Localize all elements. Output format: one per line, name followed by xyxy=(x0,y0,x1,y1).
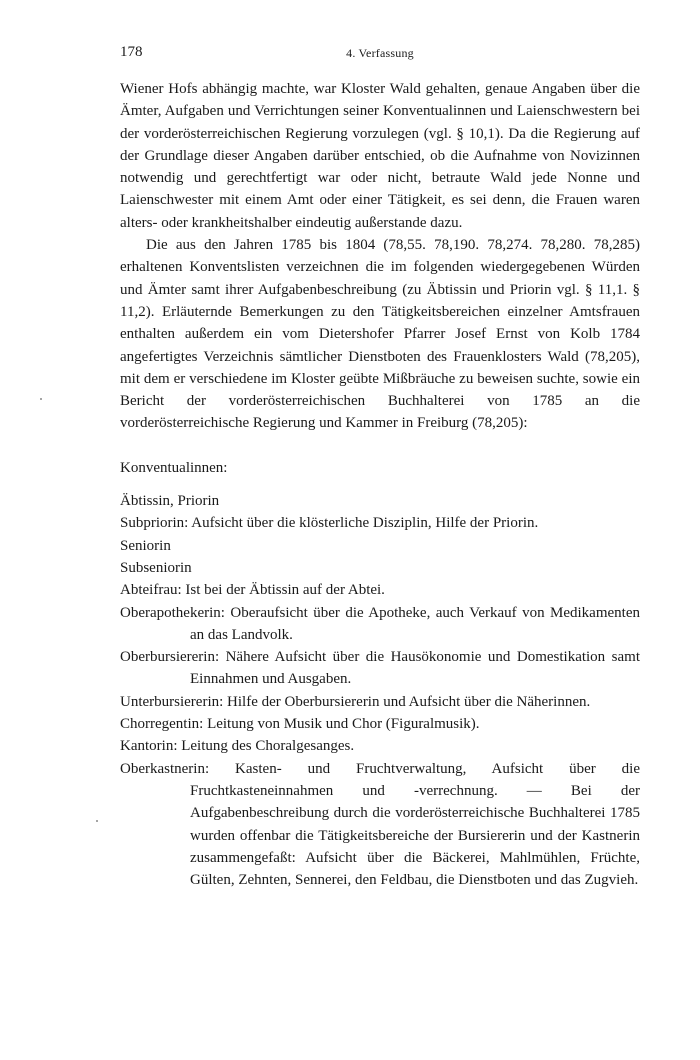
list-item-subseniorin: Subseniorin xyxy=(120,559,192,576)
list-item-chorregentin: Chorregentin: Leitung von Musik und Chor (Figuralmusik). xyxy=(120,716,480,733)
list-item-seniorin: Seniorin xyxy=(120,537,171,554)
page-number: 178 xyxy=(120,44,143,60)
paragraph-2: Die aus den Jahren 1785 bis 1804 (78,55. 78,190. 78,274. 78,280. 78,285) erhaltenen Konventslisten verzeichnen die im folgenden wiedergegebenen Würden und Ämter samt ihrer Aufgabenbeschreibung (zu Äbtissin und Priorin vgl. § 11,1. § 11,2). Erläuternde Bemerkungen zu den Tätigkeitsbereichen einzelner Amtsfrauen enthalten außerdem ein vom Dietershofer Pfarrer Josef Ernst von Kolb 1784 angefertigtes Verzeichnis sämtlicher Dienstboten des Frauenklosters Wald (78,205), mit dem er verschiedene im Kloster geübte Mißbräuche zu beweisen suchte, sowie ein Bericht der vorderösterreichischen Buchhalterei von 1785 an die vorderösterreichische Regierung und Kammer in Freiburg (78,205): xyxy=(120,237,640,432)
office-list xyxy=(120,490,640,891)
list-item-abtissin: Äbtissin, Priorin xyxy=(120,493,220,510)
list-item-subpriorin: Subpriorin: Aufsicht über die klösterliche Disziplin, Hilfe der Priorin. xyxy=(120,515,539,532)
book-page xyxy=(120,44,640,891)
list-item-unterbursiererin: Unterbursiererin: Hilfe der Oberbursiererin und Aufsicht über die Näherinnen. xyxy=(120,693,591,710)
section-title: 4. Verfassung xyxy=(346,46,414,60)
margin-speck xyxy=(96,820,98,822)
margin-speck xyxy=(40,398,42,400)
list-item-kantorin: Kantorin: Leitung des Choralgesanges. xyxy=(120,738,355,755)
list-item-oberkastnerin: Oberkastnerin: Kasten- und Fruchtverwaltung, Aufsicht über die Fruchtkasteneinnahmen und -verrechnung. — Bei der Aufgabenbeschreibung durch die vorderösterreichische Buchhalterei 1785 wurden offenbar die Tätigkeitsbereiche der Bursiererin und der Kastnerin zusammengefaßt: Aufsicht über die Bäckerei, Mahlmühlen, Früchte, Gülten, Zehnten, Sennerei, den Feldbau, die Dienstboten und das Zugvieh. xyxy=(120,760,640,889)
list-item-abteifrau: Abteifrau: Ist bei der Äbtissin auf der Abtei. xyxy=(120,582,385,599)
paragraph-1: Wiener Hofs abhängig machte, war Kloster Wald gehalten, genaue Angaben über die Ämter, Aufgaben und Verrichtungen seiner Konventualinnen und Laienschwestern bei der vorderösterreichischen Regierung vorzulegen (vgl. § 10,1). Da die Regierung auf der Grundlage dieser Angaben darüber entschied, ob die Aufnahme von Novizinnen notwendig und gerechtfertigt war oder nicht, betraute Wald jede Nonne und Laienschwester mit einem Amt oder einer Tätigkeit, es sei denn, die Frauen waren alters- oder krankheitshalber eindeutig außerstande dazu. xyxy=(120,81,640,231)
list-item-oberapothekerin: Oberapothekerin: Oberaufsicht über die Apotheke, auch Verkauf von Medikamenten an das Landvolk. xyxy=(120,604,640,643)
body-text xyxy=(120,78,640,435)
list-heading: Konventualinnen: xyxy=(120,459,228,476)
list-item-oberbursiererin: Oberbursiererin: Nähere Aufsicht über die Hausökonomie und Domestikation samt Einnahmen und Ausgaben. xyxy=(120,649,640,688)
running-head xyxy=(120,44,640,66)
